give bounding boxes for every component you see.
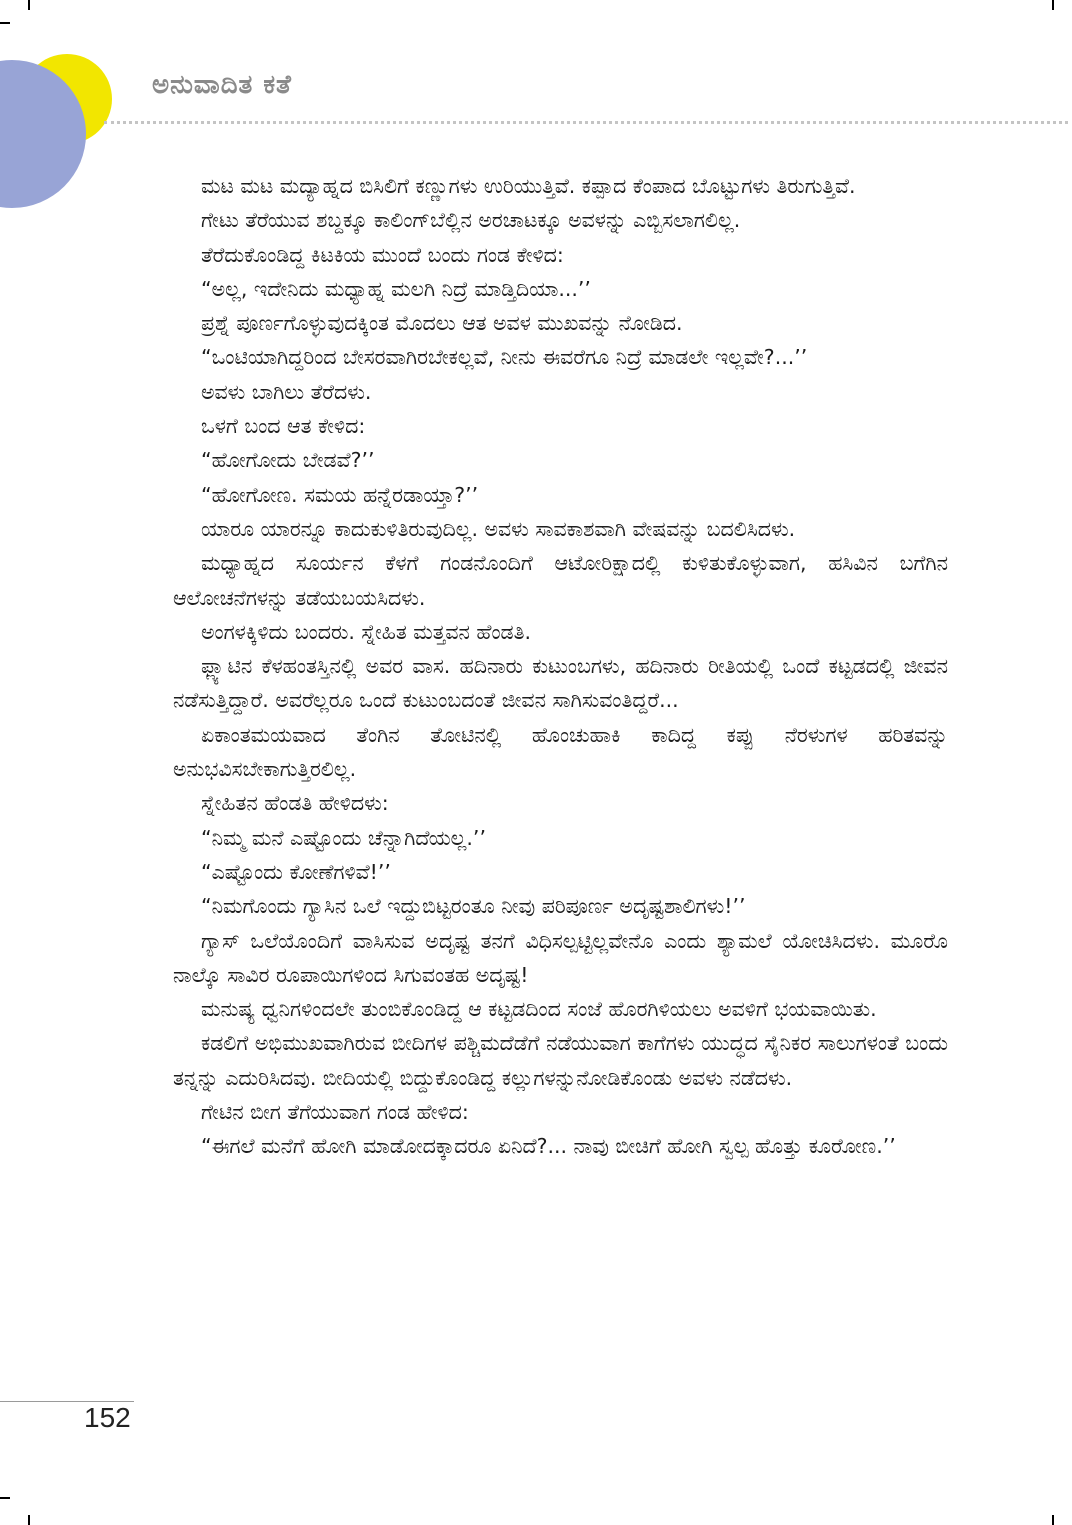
header-dotted-rule bbox=[104, 121, 1068, 124]
paragraph: ತೆರೆದುಕೊಂಡಿದ್ದ ಕಿಟಕಿಯ ಮುಂದೆ ಬಂದು ಗಂಡ ಕೇಳಿದ: bbox=[201, 242, 564, 267]
story-text bbox=[173, 169, 948, 1164]
crop-mark bbox=[28, 1515, 30, 1525]
paragraph: ಮಟ ಮಟ ಮದ್ಯಾಹ್ನದ ಬಿಸಿಲಿಗೆ ಕಣ್ಣುಗಳು ಉರಿಯುತ್ತಿವೆ. ಕಪ್ಪಾದ ಕೆಂಪಾದ ಬೊಟ್ಟುಗಳು ತಿರುಗುತ್ತಿವೆ. bbox=[201, 174, 856, 198]
paragraph: “ನಿಮಗೊಂದು ಗ್ಯಾಸಿನ ಒಲೆ ಇದ್ದುಬಿಟ್ಟರಂತೂ ನೀವು ಪರಿಪೂರ್ಣ ಅದೃಷ್ಟಶಾಲಿಗಳು!’’ bbox=[201, 894, 746, 919]
paragraph: ಕಡಲಿಗೆ ಅಭಿಮುಖವಾಗಿರುವ ಬೀದಿಗಳ ಪಶ್ಚಿಮದೆಡೆಗೆ ನಡೆಯುವಾಗ ಕಾಗೆಗಳು ಯುದ್ಧದ ಸೈನಿಕರ ಸಾಲುಗಳಂತೆ ಬಂದು ತನ್ನನ್ನು ಎದುರಿಸಿದವು. ಬೀದಿಯಲ್ಲಿ ಬಿದ್ದುಕೊಂಡಿದ್ದ ಕಲ್ಲುಗಳನ್ನುನೋಡಿಕೊಂಡು ಅವಳು ನಡೆದಳು. bbox=[173, 1031, 948, 1090]
paragraph: “ಎಷ್ಟೊಂದು ಕೋಣೆಗಳಿವೆ!’’ bbox=[201, 859, 391, 884]
paragraph: ಯಾರೂ ಯಾರನ್ನೂ ಕಾದುಕುಳಿತಿರುವುದಿಲ್ಲ. ಅವಳು ಸಾವಕಾಶವಾಗಿ ವೇಷವನ್ನು ಬದಲಿಸಿದಳು. bbox=[201, 516, 796, 541]
crop-mark bbox=[1052, 0, 1054, 10]
paragraph: ಮಧ್ಯಾಹ್ನದ ಸೂರ್ಯನ ಕೆಳಗೆ ಗಂಡನೊಂದಿಗೆ ಆಟೋರಿಕ್ಷಾದಲ್ಲಿ ಕುಳಿತುಕೊಳ್ಳುವಾಗ, ಹಸಿವಿನ ಬಗೆಗಿನ ಆಲೋಚನೆಗಳನ್ನು ತಡೆಯಬಯಸಿದಳು. bbox=[173, 551, 948, 610]
paragraph: ಅಂಗಳಕ್ಕಿಳಿದು ಬಂದರು. ಸ್ನೇಹಿತ ಮತ್ತವನ ಹೆಂಡತಿ. bbox=[201, 619, 531, 644]
paragraph: ಗೇಟು ತೆರೆಯುವ ಶಬ್ದಕ್ಕೂ ಕಾಲಿಂಗ್‌ಬೆಲ್ಲಿನ ಅರಚಾಟಕ್ಕೂ ಅವಳನ್ನು ಎಬ್ಬಿಸಲಾಗಲಿಲ್ಲ. bbox=[201, 208, 741, 233]
paragraph: “ಅಲ್ಲ, ಇದೇನಿದು ಮಧ್ಯಾಹ್ನ ಮಲಗಿ ನಿದ್ರೆ ಮಾಡ್ತಿದಿಯಾ...’’ bbox=[201, 276, 591, 301]
crop-mark bbox=[1052, 1515, 1054, 1525]
crop-mark bbox=[0, 1497, 10, 1499]
paragraph: ಮನುಷ್ಯ ಧ್ವನಿಗಳಿಂದಲೇ ತುಂಬಿಕೊಂಡಿದ್ದ ಆ ಕಟ್ಟಡದಿಂದ ಸಂಜೆ ಹೊರಗಿಳಿಯಲು ಅವಳಿಗೆ ಭಯವಾಯಿತು. bbox=[201, 997, 877, 1022]
crop-mark bbox=[0, 22, 10, 24]
paragraph: “ಈಗಲೆ ಮನೆಗೆ ಹೋಗಿ ಮಾಡೋದಕ್ಕಾದರೂ ಏನಿದೆ?... ನಾವು ಬೀಚಿಗೆ ಹೋಗಿ ಸ್ವಲ್ಪ ಹೊತ್ತು ಕೂರೋಣ.’’ bbox=[201, 1134, 896, 1159]
paragraph: ಗ್ಯಾಸ್ ಒಲೆಯೊಂದಿಗೆ ವಾಸಿಸುವ ಅದೃಷ್ಟ ತನಗೆ ವಿಧಿಸಲ್ಪಟ್ಟಿಲ್ಲವೇನೊ ಎಂದು ಶ್ಯಾಮಲೆ ಯೋಚಿಸಿದಳು. ಮೂರೊ ನಾಲ್ಕೊ ಸಾವಿರ ರೂಪಾಯಿಗಳಿಂದ ಸಿಗುವಂತಹ ಅದೃಷ್ಟ! bbox=[173, 928, 948, 987]
paragraph: ಫ್ಲ್ಯಾಟಿನ ಕೆಳಹಂತಸ್ತಿನಲ್ಲಿ ಅವರ ವಾಸ. ಹದಿನಾರು ಕುಟುಂಬಗಳು, ಹದಿನಾರು ರೀತಿಯಲ್ಲಿ ಒಂದೆ ಕಟ್ಟಡದಲ್ಲಿ ಜೀವನ ನಡೆಸುತ್ತಿದ್ದಾರೆ. ಅವರೆಲ್ಲರೂ ಒಂದೆ ಕುಟುಂಬದಂತೆ ಜೀವನ ಸಾಗಿಸುವಂತಿದ್ದರೆ... bbox=[173, 654, 948, 713]
paragraph: ಏಕಾಂತಮಯವಾದ ತೆಂಗಿನ ತೋಟಿನಲ್ಲಿ ಹೊಂಚುಹಾಕಿ ಕಾದಿದ್ದ ಕಪ್ಪು ನೆರಳುಗಳ ಹರಿತವನ್ನು ಅನುಭವಿಸಬೇಕಾಗುತ್ತಿರಲಿಲ್ಲ. bbox=[173, 722, 948, 782]
paragraph: ಗೇಟಿನ ಬೀಗ ತೆಗೆಯುವಾಗ ಗಂಡ ಹೇಳಿದ: bbox=[201, 1100, 469, 1125]
paragraph: ಸ್ನೇಹಿತನ ಹೆಂಡತಿ ಹೇಳಿದಳು: bbox=[201, 791, 389, 816]
paragraph: ಒಳಗೆ ಬಂದ ಆತ ಕೇಳಿದ: bbox=[201, 414, 366, 439]
paragraph: ಪ್ರಶ್ನೆ ಪೂರ್ಣಗೊಳ್ಳುವುದಕ್ಕಿಂತ ಮೊದಲು ಆತ ಅವಳ ಮುಖವನ್ನು ನೋಡಿದ. bbox=[201, 311, 683, 336]
crop-mark bbox=[28, 0, 30, 10]
page-number: 152 bbox=[84, 1402, 131, 1433]
paragraph: “ಹೋಗೋಣ. ಸಮಯ ಹನ್ನೆರಡಾಯ್ತಾ?’’ bbox=[201, 482, 479, 507]
paragraph: ಅವಳು ಬಾಗಿಲು ತೆರೆದಳು. bbox=[201, 379, 372, 404]
section-title: ಅನುವಾದಿತ ಕತೆ bbox=[152, 70, 292, 100]
paragraph: “ಹೋಗೋದು ಬೇಡವೆ?’’ bbox=[201, 448, 375, 473]
paragraph: “ಒಂಟಿಯಾಗಿದ್ದರಿಂದ ಬೇಸರವಾಗಿರಬೇಕಲ್ಲವೆ, ನೀನು ಈವರೆಗೂ ನಿದ್ರೆ ಮಾಡಲೇ ಇಲ್ಲವೇ?...’’ bbox=[201, 345, 808, 370]
paragraph: “ನಿಮ್ಮ ಮನೆ ಎಷ್ಟೊಂದು ಚೆನ್ನಾಗಿದೆಯಲ್ಲ.’’ bbox=[201, 825, 486, 850]
